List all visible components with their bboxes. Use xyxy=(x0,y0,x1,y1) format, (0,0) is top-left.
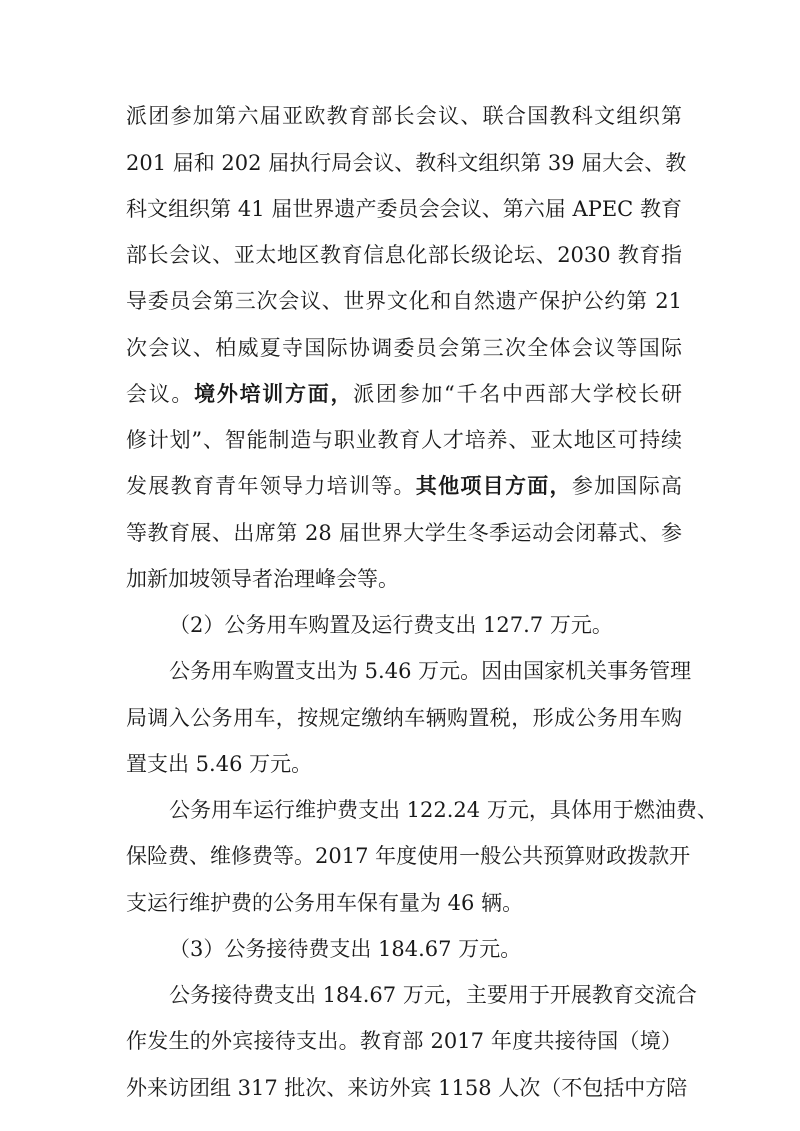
paragraph-line: 次会议、柏威夏寺国际协调委员会第三次全体会议等国际 xyxy=(126,336,682,360)
paragraph-line: 201 届和 202 届执行局会议、教科文组织第 39 届大会、教 xyxy=(126,151,687,175)
paragraph-line: 置支出 5.46 万元。 xyxy=(126,752,313,776)
paragraph-line: 局调入公务用车，按规定缴纳车辆购置税，形成公务用车购 xyxy=(126,706,682,730)
paragraph-line: 作发生的外宾接待支出。教育部 2017 年度共接待国（境） xyxy=(126,1029,682,1053)
paragraph-line: 部长会议、亚太地区教育信息化部长级论坛、2030 教育指 xyxy=(126,243,682,267)
paragraph-line: 导委员会第三次会议、世界文化和自然遗产保护公约第 21 xyxy=(126,289,682,313)
paragraph-line: 支运行维护费的公务用车保有量为 46 辆。 xyxy=(126,891,524,915)
bold-heading-run: 其他项目方面， xyxy=(415,473,572,498)
paragraph-line xyxy=(126,381,682,407)
section-heading: （2）公务用车购置及运行费支出 127.7 万元。 xyxy=(169,613,613,637)
paragraph-line: 科文组织第 41 届世界遗产委员会会议、第六届 APEC 教育 xyxy=(126,197,682,221)
paragraph-line xyxy=(126,473,682,499)
paragraph-line: 公务用车运行维护费支出 122.24 万元，具体用于燃油费、 xyxy=(169,798,718,822)
paragraph-line: 公务用车购置支出为 5.46 万元。因由国家机关事务管理 xyxy=(169,659,692,683)
section-heading: （3）公务接待费支出 184.67 万元。 xyxy=(169,937,522,961)
text-run: 会议。 xyxy=(126,382,195,406)
bold-heading-run: 境外培训方面， xyxy=(194,381,354,406)
text-run: 派团参加“千名中西部大学校长研 xyxy=(353,382,682,406)
paragraph-line: 保险费、维修费等。2017 年度使用一般公共预算财政拨款开 xyxy=(126,844,691,868)
paragraph-line: 外来访团组 317 批次、来访外宾 1158 人次（不包括中方陪 xyxy=(126,1076,688,1100)
text-run: 发展教育青年领导力培训等。 xyxy=(126,474,416,498)
paragraph-line: 修计划”、智能制造与职业教育人才培养、亚太地区可持续 xyxy=(126,428,682,452)
text-run: 参加国际高 xyxy=(571,474,683,498)
paragraph-line: 派团参加第六届亚欧教育部长会议、联合国教科文组织第 xyxy=(126,104,682,128)
paragraph-line: 加新加坡领导者治理峰会等。 xyxy=(126,567,399,591)
paragraph-line: 等教育展、出席第 28 届世界大学生冬季运动会闭幕式、参 xyxy=(126,521,682,545)
paragraph-line: 公务接待费支出 184.67 万元，主要用于开展教育交流合 xyxy=(169,983,697,1007)
